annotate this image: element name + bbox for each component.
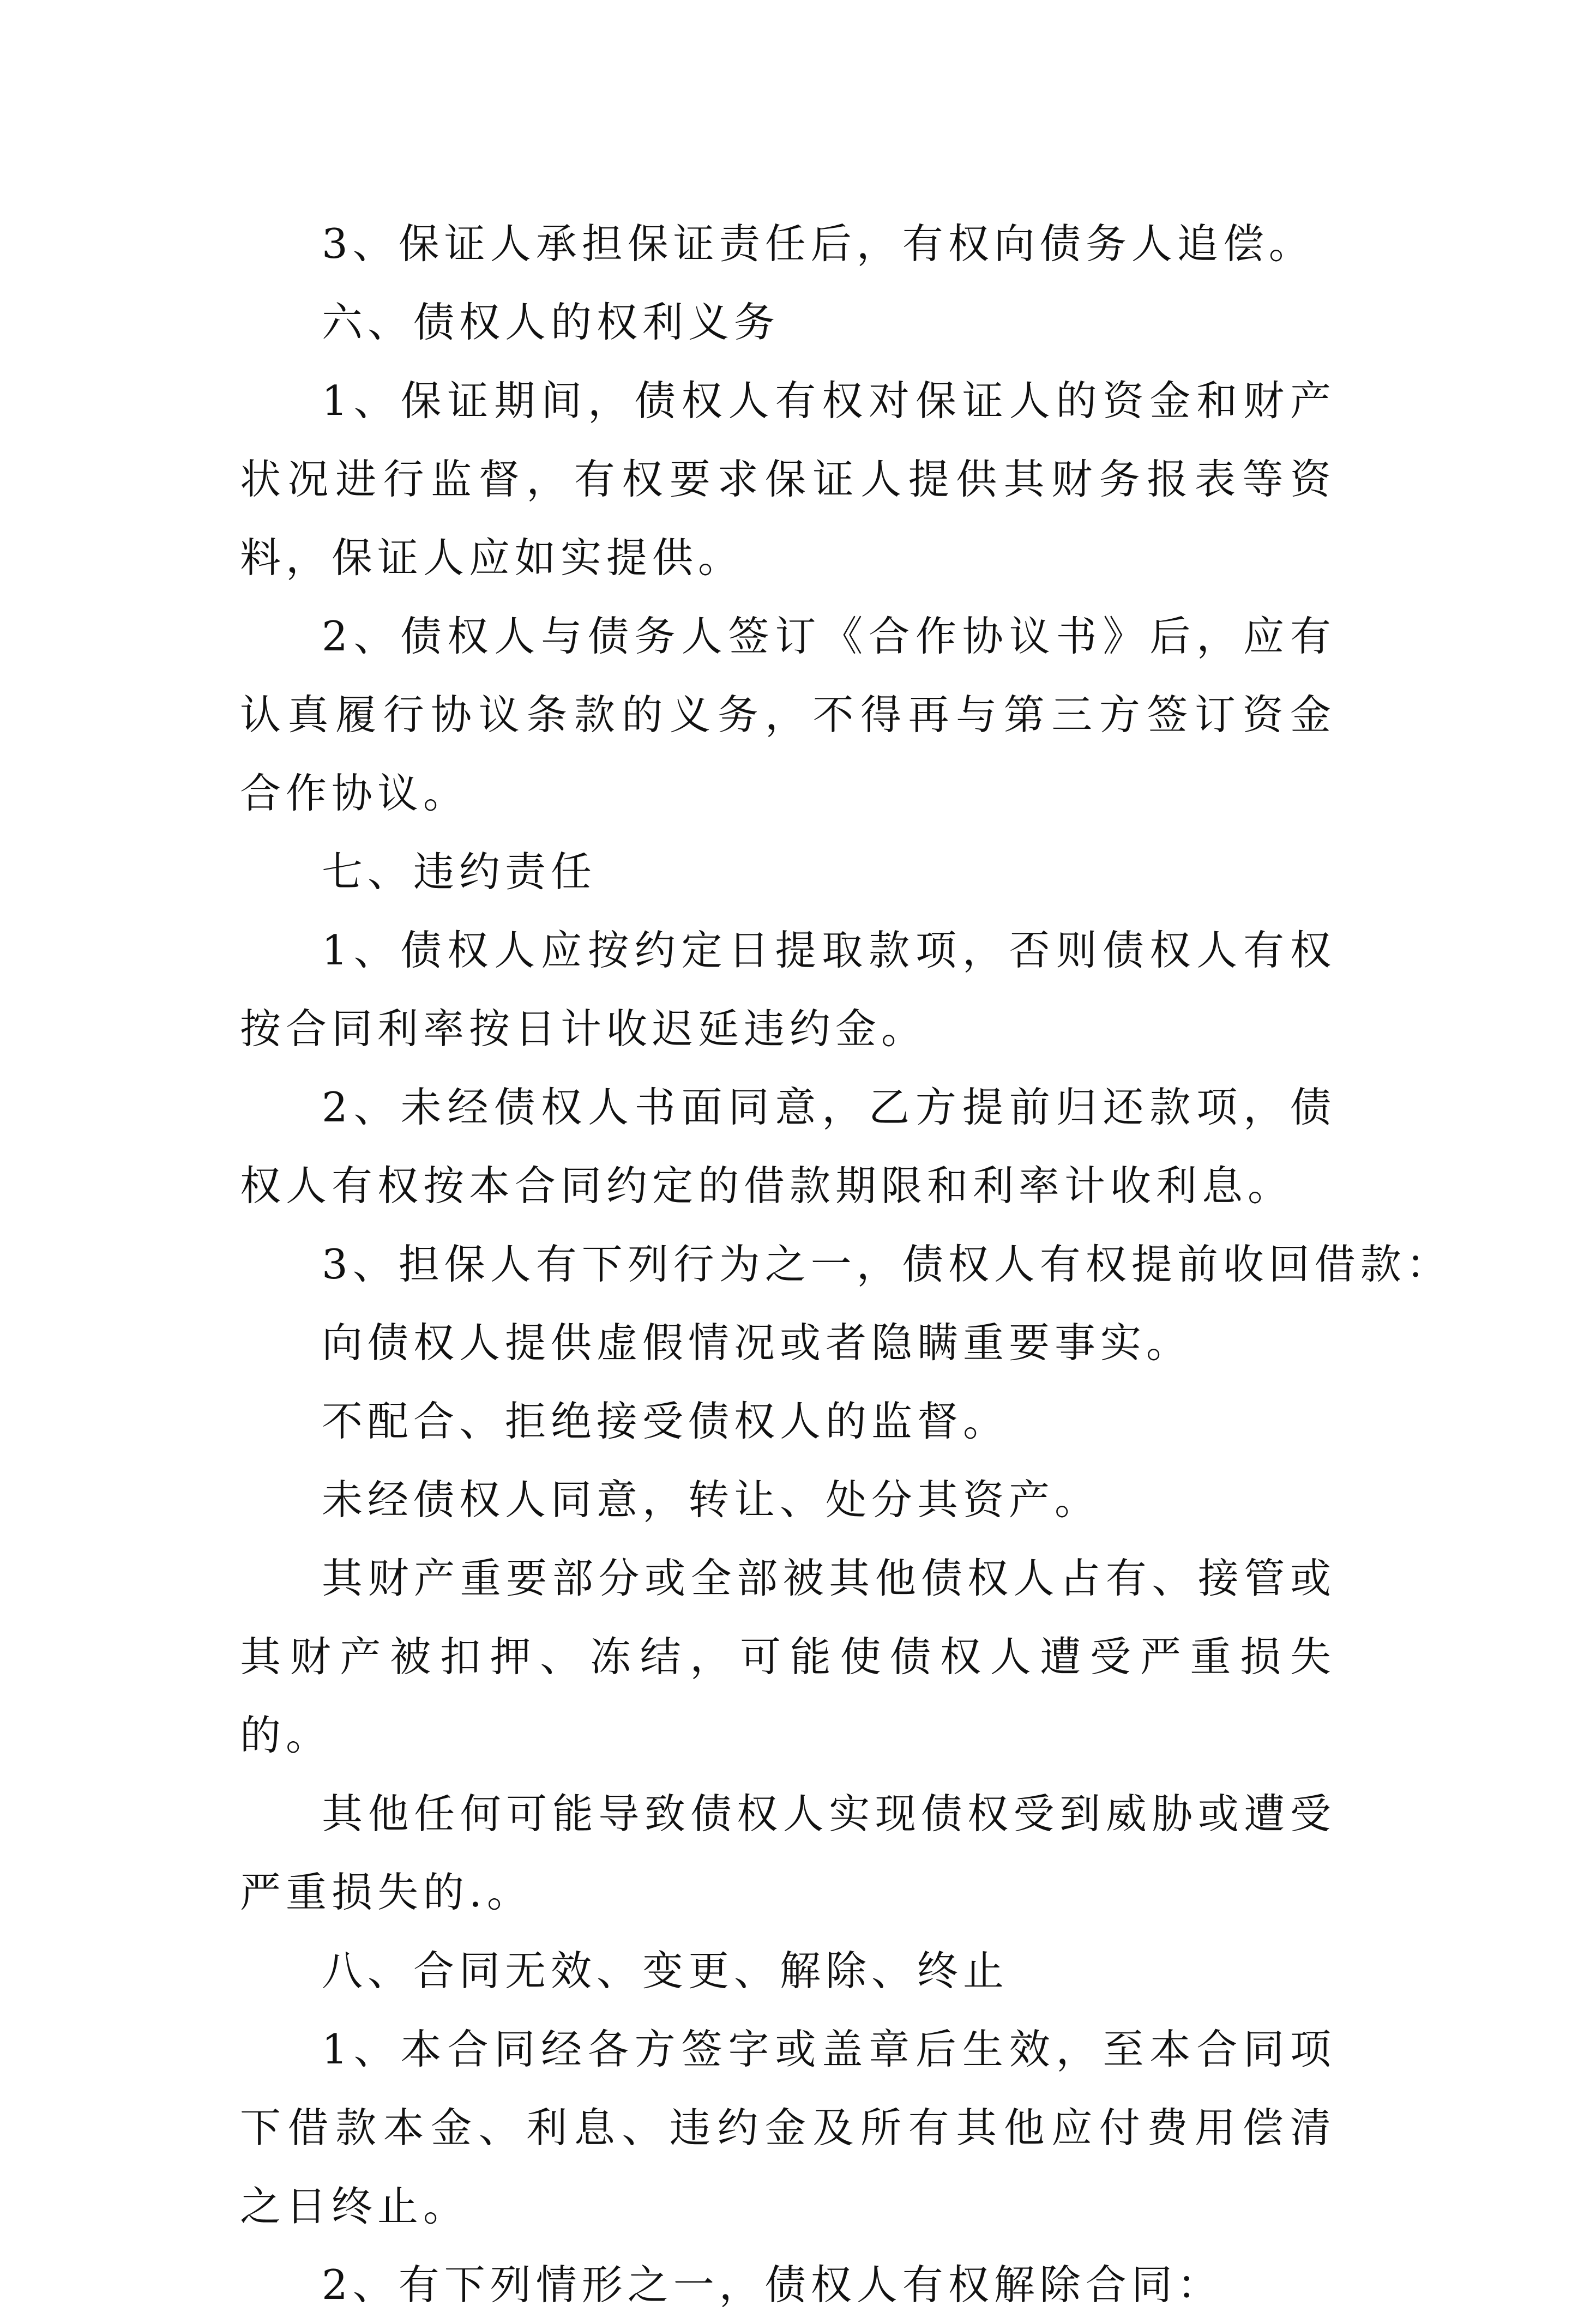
document-body (240, 204, 1452, 2324)
list-item-other-threats: 其他任何可能导致债权人实现债权受到威胁或遭受严重损失的.。 (240, 1790, 1336, 1916)
list-item-assets-seized: 其财产重要部分或全部被其他债权人占有、接管或其财产被扣押、冻结，可能使债权人遭受严重损失的。 (240, 1554, 1336, 1759)
paragraph-termination-conditions: 2、有下列情形之一，债权人有权解除合同： (322, 2261, 1223, 2309)
section-heading-breach-liability: 七、违约责任 (322, 848, 597, 896)
section-heading-contract-termination: 八、合同无效、变更、解除、终止 (322, 1947, 1009, 1995)
paragraph-creditor-supervision: 1、保证期间，债权人有权对保证人的资金和财产状况进行监督，有权要求保证人提供其财务报表等资料，保证人应如实提供。 (240, 377, 1336, 582)
paragraph-guarantor-recourse: 3、保证人承担保证责任后，有权向债务人追偿。 (322, 220, 1315, 268)
paragraph-early-repayment: 2、未经债权人书面同意，乙方提前归还款项，债权人有权按本合同约定的借款期限和利率计收利息。 (240, 1083, 1336, 1210)
paragraph-contract-effective: 1、本合同经各方签字或盖章后生效，至本合同项下借款本金、利息、违约金及所有其他应付费用偿清之日终止。 (240, 2025, 1336, 2230)
paragraph-late-withdrawal: 1、债权人应按约定日提取款项，否则债权人有权按合同利率按日计收迟延违约金。 (240, 926, 1336, 1053)
section-heading-creditor-rights: 六、债权人的权利义务 (322, 298, 780, 346)
list-item-false-information: 向债权人提供虚假情况或者隐瞒重要事实。 (322, 1319, 1192, 1367)
list-item-unauthorized-transfer: 未经债权人同意，转让、处分其资产。 (322, 1476, 1101, 1524)
paragraph-cooperation-agreement: 2、债权人与债务人签订《合作协议书》后，应有认真履行协议条款的义务，不得再与第三方签订资金合作协议。 (240, 612, 1336, 817)
list-item-refuse-supervision: 不配合、拒绝接受债权人的监督。 (322, 1397, 1009, 1445)
paragraph-early-recall-conditions: 3、担保人有下列行为之一，债权人有权提前收回借款： (322, 1240, 1452, 1288)
